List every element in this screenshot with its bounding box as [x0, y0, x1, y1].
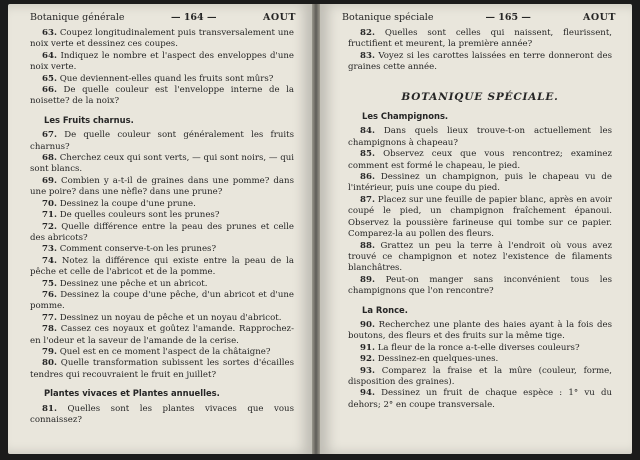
question-number: 67. — [42, 130, 57, 141]
question-text: Coupez longitudinalement puis transversalement une noix verte et dessinez ces coupes. — [30, 28, 294, 50]
right-header-title: Botanique spéciale — [342, 12, 434, 23]
question-text: Dessinez-en quelques-unes. — [377, 354, 499, 365]
question-text: Observez ceux que vous rencontrez; examinez comment est formé le chapeau, le pied. — [348, 149, 612, 171]
question-item — [348, 241, 612, 275]
question-item — [30, 404, 294, 427]
question-item — [348, 343, 612, 354]
question-number: 69. — [42, 175, 57, 186]
question-item — [30, 222, 294, 245]
question-number: 79. — [42, 346, 57, 357]
question-item — [30, 28, 294, 51]
left-items-plantes — [30, 404, 294, 427]
question-item — [30, 176, 294, 199]
question-item — [348, 354, 612, 365]
question-text: Que deviennent-elles quand les fruits sont mûrs? — [59, 73, 274, 84]
question-item — [348, 149, 612, 172]
left-page-body — [30, 28, 294, 426]
question-item — [30, 347, 294, 358]
question-text: Grattez un peu la terre à l'endroit où vous avez trouvé ce champignon et notez l'existence de filaments blanchâtres. — [348, 240, 612, 274]
question-number: 91. — [360, 342, 375, 353]
section-heading-champignons: Les Champignons. — [362, 111, 449, 122]
question-item — [30, 290, 294, 313]
left-page-number: — 164 — — [171, 12, 217, 23]
section-heading-ronce: La Ronce. — [362, 304, 408, 315]
question-number: 82. — [360, 28, 375, 38]
question-text: Dans quels lieux trouve-t-on actuellement les champignons à chapeau? — [348, 126, 612, 148]
question-item — [348, 366, 612, 389]
question-number: 73. — [42, 244, 57, 255]
question-number: 68. — [42, 153, 57, 164]
left-header-month: AOUT — [262, 12, 296, 23]
chapter-title-botanique-speciale: BOTANIQUE SPÉCIALE. — [401, 90, 559, 103]
question-number: 78. — [42, 324, 57, 335]
question-item — [30, 244, 294, 255]
right-running-header — [342, 12, 616, 26]
question-text: Quel est en ce moment l'aspect de la châtaigne? — [59, 346, 271, 357]
question-number: 74. — [42, 255, 57, 266]
section-heading-plantes-vivaces: Plantes vivaces et Plantes annuelles. — [44, 388, 220, 399]
question-number: 88. — [360, 240, 375, 251]
question-item — [348, 126, 612, 149]
question-text: Cherchez ceux qui sont verts, — qui sont noirs, — qui sont blancs. — [30, 153, 295, 175]
question-text: Dessinez un fruit de chaque espèce : 1° vu du dehors; 2° en coupe transversale. — [348, 388, 612, 410]
right-page — [320, 4, 632, 454]
question-item — [348, 195, 612, 241]
question-number: 66. — [42, 85, 57, 96]
right-header-month: AOUT — [582, 12, 616, 23]
question-text: Comparez la fraise et la mûre (couleur, forme, disposition des graines). — [348, 365, 612, 387]
book-gutter — [312, 4, 320, 454]
question-number: 72. — [42, 221, 57, 232]
question-number: 71. — [42, 210, 57, 221]
question-text: Dessinez un champignon, puis le chapeau vu de l'intérieur, puis une coupe du pied. — [348, 172, 613, 194]
question-number: 63. — [42, 28, 57, 38]
question-item — [348, 388, 612, 411]
question-item — [348, 172, 612, 195]
question-item — [30, 358, 294, 381]
question-item — [30, 51, 294, 74]
question-number: 89. — [360, 274, 375, 285]
question-item — [30, 74, 294, 85]
question-item — [30, 199, 294, 210]
question-number: 84. — [360, 126, 375, 137]
question-number: 64. — [42, 50, 57, 61]
question-text: De quelles couleurs sont les prunes? — [59, 210, 220, 221]
question-number: 90. — [360, 319, 375, 330]
question-item — [30, 279, 294, 290]
question-text: Comment conserve-t-on les prunes? — [59, 244, 217, 255]
question-number: 70. — [42, 198, 57, 209]
right-items-champignons — [348, 126, 612, 297]
right-page-body — [348, 28, 612, 411]
question-text: De quelle couleur sont généralement les fruits charnus? — [30, 130, 294, 152]
left-items-fruits — [30, 130, 294, 381]
question-text: La fleur de la ronce a-t-elle diverses couleurs? — [377, 342, 580, 353]
question-text: Notez la différence qui existe entre la peau de la pêche et celle de l'abricot et de la pomme. — [30, 255, 295, 278]
right-top-items — [348, 28, 612, 74]
question-item — [348, 275, 612, 298]
question-text: Quelle différence entre la peau des prunes et celle des abricots? — [30, 221, 295, 243]
right-items-ronce — [348, 320, 612, 411]
question-text: Dessinez la coupe d'une prune. — [59, 198, 196, 209]
question-text: Peut-on manger sans inconvénient tous les champignons que l'on rencontre? — [348, 274, 612, 297]
question-item — [30, 256, 294, 279]
question-number: 86. — [360, 172, 375, 183]
question-text: Placez sur une feuille de papier blanc, après en avoir coupé le pied, un champignon fraîchement épanoui. Observez la poussière farineuse qui tombe sur ce papier. Comparez-la au pollen des fleurs. — [348, 194, 612, 240]
question-text: Dessinez la coupe d'une pêche, d'un abricot et d'une pomme. — [30, 289, 294, 312]
question-text: Cassez ces noyaux et goûtez l'amande. Rapprochez-en l'odeur et la saveur de l'amande de la cerise. — [30, 324, 294, 346]
right-page-number: — 165 — — [485, 12, 531, 23]
left-header-title: Botanique générale — [30, 12, 125, 23]
question-text: De quelle couleur est l'enveloppe interne de la noisette? de la noix? — [30, 85, 294, 107]
question-text: Indiquez le nombre et l'aspect des enveloppes d'une noix verte. — [30, 50, 295, 73]
question-item — [30, 130, 294, 153]
question-text: Voyez si les carottes laissées en terre donneront des graines cette année. — [348, 50, 612, 73]
question-number: 93. — [360, 365, 375, 376]
left-top-items — [30, 28, 294, 108]
left-page — [8, 4, 312, 454]
question-number: 81. — [42, 403, 57, 414]
question-item — [348, 320, 612, 343]
question-item — [30, 210, 294, 221]
question-number: 65. — [42, 73, 57, 84]
question-number: 94. — [360, 388, 375, 399]
question-item — [30, 324, 294, 347]
section-heading-fruits-charnus: Les Fruits charnus. — [44, 114, 134, 125]
question-number: 83. — [360, 50, 375, 61]
question-number: 92. — [360, 354, 375, 365]
question-text: Dessinez un noyau de pêche et un noyau d'abricot. — [59, 312, 282, 323]
question-text: Quelle transformation subissent les sortes d'écailles tendres qui recouvraient le fruit en juillet? — [30, 358, 294, 380]
question-text: Quelles sont les plantes vivaces que vous connaissez? — [30, 403, 294, 425]
question-number: 75. — [42, 278, 57, 289]
question-item — [348, 51, 612, 74]
question-item — [348, 28, 612, 51]
question-number: 77. — [42, 312, 57, 323]
question-text: Quelles sont celles qui naissent, fleurissent, fructifient et meurent, la première année? — [348, 28, 613, 50]
question-text: Recherchez une plante des haies ayant à la fois des boutons, des fleurs et des fruits sur la même tige. — [348, 319, 613, 342]
question-number: 76. — [42, 289, 57, 300]
question-item — [30, 85, 294, 108]
question-text: Dessinez une pêche et un abricot. — [59, 278, 208, 289]
left-running-header — [30, 12, 296, 26]
question-item — [30, 313, 294, 324]
question-number: 87. — [360, 194, 375, 205]
question-number: 85. — [360, 149, 375, 160]
question-item — [30, 153, 294, 176]
question-number: 80. — [42, 358, 57, 369]
question-text: Combien y a-t-il de graines dans une pomme? dans une poire? dans une nèfle? dans une prune? — [30, 175, 295, 198]
